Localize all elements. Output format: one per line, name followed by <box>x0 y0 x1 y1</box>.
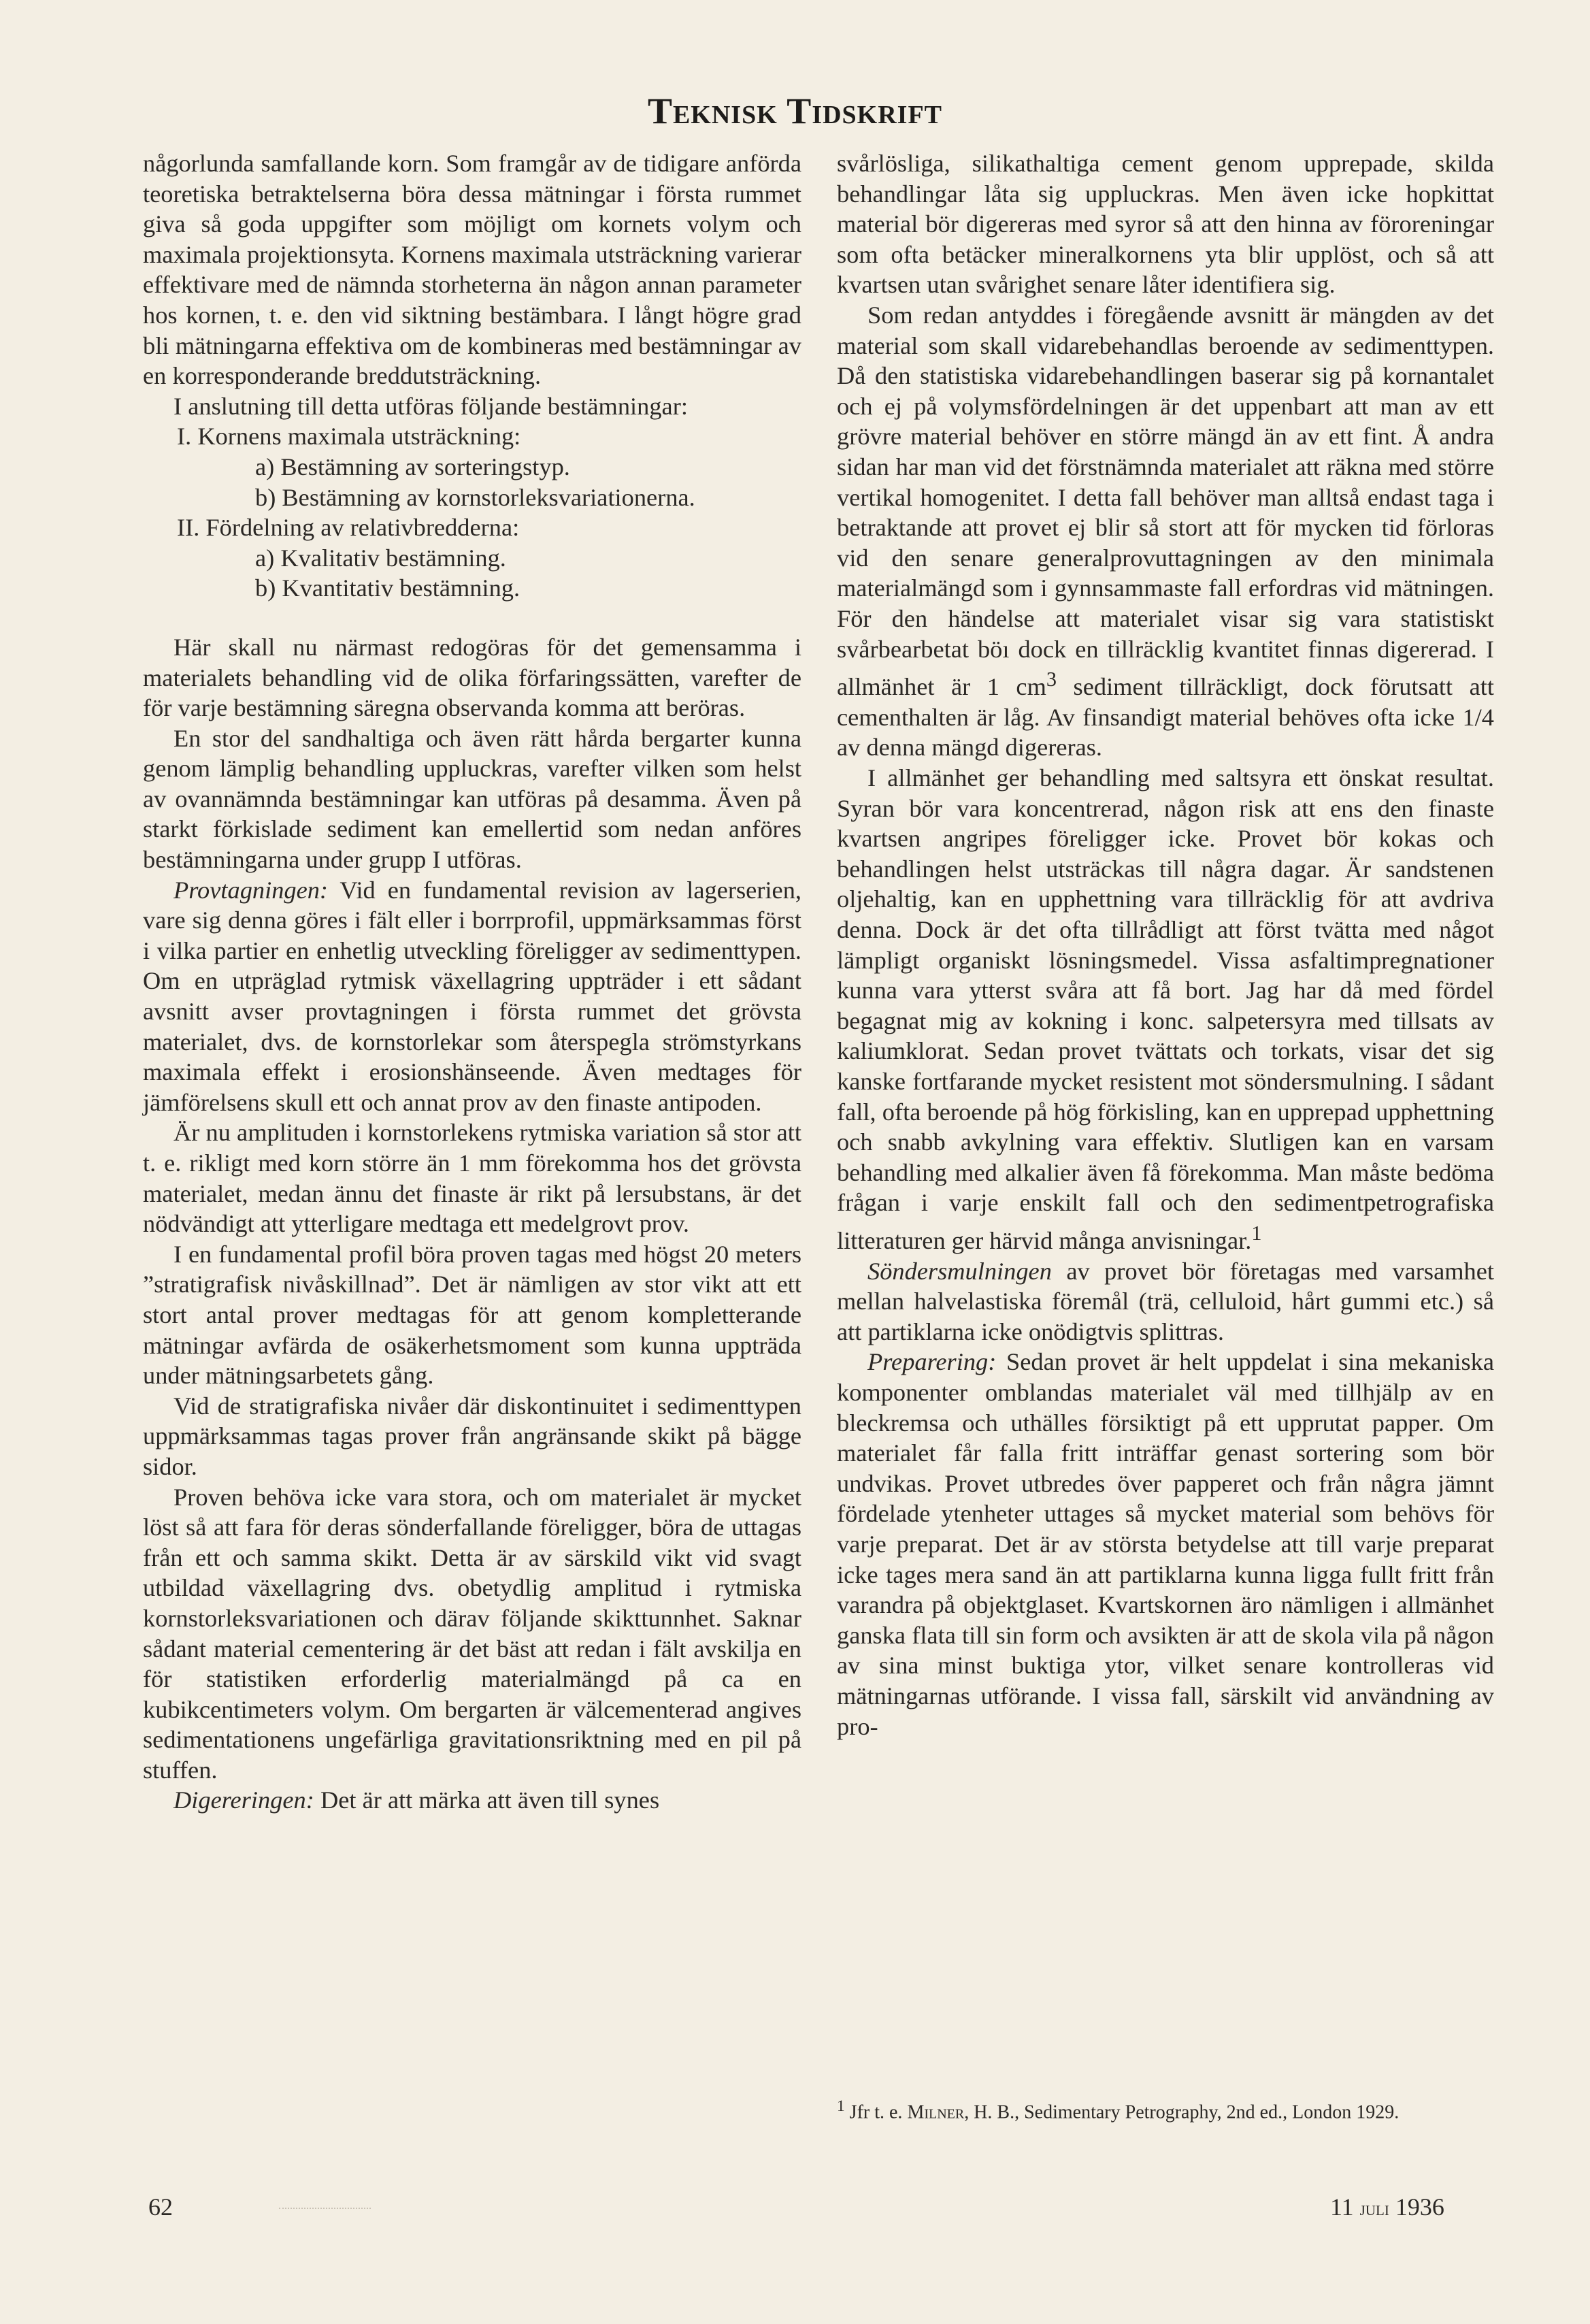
footnote-ref: 1 <box>1251 1221 1262 1245</box>
footnote-number: 1 <box>837 2097 845 2115</box>
outline-subitem: a) Bestämning av sorteringstyp. <box>255 453 570 480</box>
date-year: 1936 <box>1395 2193 1444 2221</box>
paragraph-text: av provet bör företagas med varsamhet mellan halvelastiska föremål (trä, celluloid, hårt gummi etc.) så att partiklarna icke onödigtvis splittras. <box>837 1257 1494 1345</box>
paragraph-text: av denna mängd digereras. <box>837 734 1103 762</box>
paragraph: Är nu amplituden i kornstorlekens rytmiska variation så stor att t. e. rikligt med korn större än 1 mm förekomma hos det grövsta materialet, medan ännu det finaste är rikt på lersubstans, är det nödvändigt att ytterligare medtaga ett medelgrovt prov. <box>143 1119 801 1238</box>
footnote-text: , Sedimentary Petrography, 2nd ed., London 1929. <box>1014 2101 1399 2123</box>
determination-outline <box>143 421 801 604</box>
fraction: 1/4 <box>1462 703 1494 731</box>
paragraph: Vid de stratigrafiska nivåer där diskontinuitet i sedimenttypen uppmärksammas tagas prover från angränsande skikt på bägge sidor. <box>143 1392 801 1480</box>
left-column <box>143 148 801 1816</box>
outline-item: II. Fördelning av relativbredderna: <box>177 514 520 542</box>
paragraph-text: Det är att märka att även till synes <box>314 1786 660 1814</box>
paragraph-text: Som redan antyddes i föregående avsnitt är mängden av det material som skall vidarebehandlas beroende av sedimenttypen. Då den statistiska vidarebehandlingen baserar sig på kornantalet och ej på volymsfördelningen är det uppenbart att man av ett grövre material behöver en större mängd än av ett fint. Å andra sidan har man vid det förstnämnda materialet att räkna med större vertikal homogenitet. I detta fall behöver man alltså endast taga i betraktande att provet ej blir så stort att för mycken tid förloras vid den senare generalprovuttagningen av den minimala materialmängd som i gynnsammaste fall erfordras vid mätningen. För den händelse att materialet visar sig vara statistiskt svårbearbetat böı dock en tillräcklig kvantitet finnas digererad. I allmänhet är 1 cm <box>837 301 1494 701</box>
paragraph <box>143 875 801 1118</box>
footnote-author: Milner, H. B. <box>907 2101 1015 2123</box>
paragraph <box>143 1785 801 1816</box>
outline-item: I. Kornens maximala utsträckning: <box>177 423 521 451</box>
paragraph-text: I allmänhet ger behandling med saltsyra ett önskat resultat. Syran bör vara koncentrerad, någon risk att ens den finaste kvartsen angripes föreligger icke. Provet bör kokas och behandlingen helst utsträckas till några dagar. Är sandstenen oljehaltig, kan en upphettning vara tillräcklig för att avdriva denna. Dock är det ofta tillrådligt att först tvätta med något lämpligt organiskt lösningsmedel. Vissa asfaltimpregnationer kunna vara ytterst svåra att få bort. Jag har då med fördel begagnat mig av kokning i konc. salpetersyra med tillsats av kaliumklorat. Sedan provet tvättats och torkats, visar det sig kanske fortfarande mycket resistent mot söndersmulning. I sådant fall, ofta beroende på hög förkisling, kan en upprepad upphettning och snabb avkylning vara effektiv. Slutligen kan en varsam behandling med alkalier även få förekomma. Man måste bedöma frågan i varje enskilt fall och den sedimentpetrografiska litteraturen ger härvid många anvisningar. <box>837 764 1494 1255</box>
paragraph <box>837 763 1494 1256</box>
footnote <box>837 2094 1494 2125</box>
paragraph-text: sediment tillräckligt, dock förutsatt att cementhalten är låg. Av finsandigt material behöves ofta icke <box>837 673 1494 731</box>
paragraph-text: Sedan provet är helt uppdelat i sina mekaniska komponenter omblandas materialet väl med tillhjälp av en bleckremsa och uthälles försiktigt på ett upprutat papper. Om materialet får falla fritt inträffar genast sortering som bör undvikas. Provet utbredes över papperet och från några jämnt fördelade ytenheter uttages så mycket material som behövs för varje preparat. Det är av största betydelse att till varje preparat icke tages mera sand än att partiklarna kunna ligga fullt fritt från varandra på objektglaset. Kvartskornen äro nämligen i allmänhet ganska flata till sin form och avsikten är att de skola vila på någon av sina minst buktiga ytor, vilket senare kontrolleras vid mätningarnas utförande. I vissa fall, särskilt vid användning av pro- <box>837 1348 1494 1740</box>
paragraph <box>837 300 1494 763</box>
paragraph <box>837 1347 1494 1741</box>
paragraph: I en fundamental profil böra proven tagas med högst 20 meters ”stratigrafisk nivåskillnad”. Det är nämligen av stor vikt att ett stort antal prover medtagas för att genom kompletterande mätningar avfärda de osäkerhetsmoment som kunna uppträda under mätningsarbetets gång. <box>143 1240 801 1390</box>
journal-masthead: Teknisk Tidskrift <box>647 91 943 131</box>
section-heading: Söndersmulningen <box>867 1257 1052 1285</box>
paragraph: någorlunda samfallande korn. Som framgår av de tidigare anförda teoretiska betraktelserna böra dessa mätningar i första rummet giva så goda uppgifter som möjligt om kornets volym och maximala projektionsyta. Kornens maximala utsträckning varierar effektivare med de nämnda storheterna än någon annan parameter hos kornen, t. e. den vid siktning bestämbara. I långt högre grad bli mätningarna effektiva om de kombineras med bestämningar av en korresponderande breddutsträckning. <box>143 150 801 390</box>
date-month: juli <box>1359 2197 1389 2220</box>
footnote-text: Jfr t. e. <box>844 2101 908 2123</box>
paragraph-text: Vid en fundamental revision av lagerserien, vare sig denna göres i fält eller i borrprofil, uppmärksammas först i vilka partier en enhetlig utveckling föreligger av sedimenttypen. Om en utpräglad rytmisk växellagring uppträder i ett sådant avsnitt avser provtagningen i första rummet det grövsta materialet, dvs. de kornstorlekar som återspegla strömstyrkans maximala effekt i erosionshänseende. Även medtages för jämförelsens skull ett och annat prov av den finaste antipoden. <box>143 876 801 1116</box>
issue-date <box>1330 2193 1444 2221</box>
date-day: 11 <box>1330 2193 1354 2221</box>
paragraph: Här skall nu närmast redogöras för det gemensamma i materialets behandling vid de olika förfaringssätten, varefter de för varje bestämning säregna observanda komma att beröras. <box>143 633 801 722</box>
page-number: 62 <box>148 2193 173 2221</box>
paragraph: En stor del sandhaltiga och även rätt hårda bergarter kunna genom lämplig behandling uppluckras, varefter vilken som helst av ovannämnda bestämningar kan utföras på desamma. Även på starkt förkislade sediment kan emellertid som nedan anföres bestämningarna under grupp I utföras. <box>143 724 801 874</box>
right-column <box>837 148 1494 1741</box>
paragraph <box>837 1256 1494 1347</box>
faint-stamp-mark <box>279 2198 371 2209</box>
outline-subitem: b) Bestämning av kornstorleksvariationerna. <box>255 483 695 511</box>
paragraph: Proven behöva icke vara stora, och om materialet är mycket löst så att fara för deras sönderfallande föreligger, böra de uttagas från ett och samma skikt. Detta är av särskild vikt vid svagt utbildad växellagring dvs. obetydlig amplitud i rytmiska kornstorleksvariationen och därav följande skikttunnhet. Saknar sådant material cementering är det bäst att redan i fält avskilja en för statistiken erforderlig materialmängd på ca en kubikcentimeters volym. Om bergarten är välcementerad angives sedimentationens ungefärliga gravitationsriktning med en pil på stuffen. <box>143 1483 801 1784</box>
section-heading: Provtagningen: <box>173 876 329 904</box>
superscript: 3 <box>1046 668 1057 691</box>
paragraph: svårlösliga, silikathaltiga cement genom upprepade, skilda behandlingar låta sig uppluckras. Men även icke hopkittat material bör digereras med syror så att den hinna av föroreningar som ofta betäcker mineralkornens yta blir upplöst, och så att kvartsen utan svårighet senare låter identifiera sig. <box>837 150 1494 299</box>
section-heading: Preparering: <box>867 1348 997 1376</box>
paragraph: I anslutning till detta utföras följande bestämningar: <box>173 392 688 420</box>
outline-subitem: b) Kvantitativ bestämning. <box>255 574 520 602</box>
section-heading: Digereringen: <box>173 1786 314 1814</box>
outline-subitem: a) Kvalitativ bestämning. <box>255 544 506 572</box>
